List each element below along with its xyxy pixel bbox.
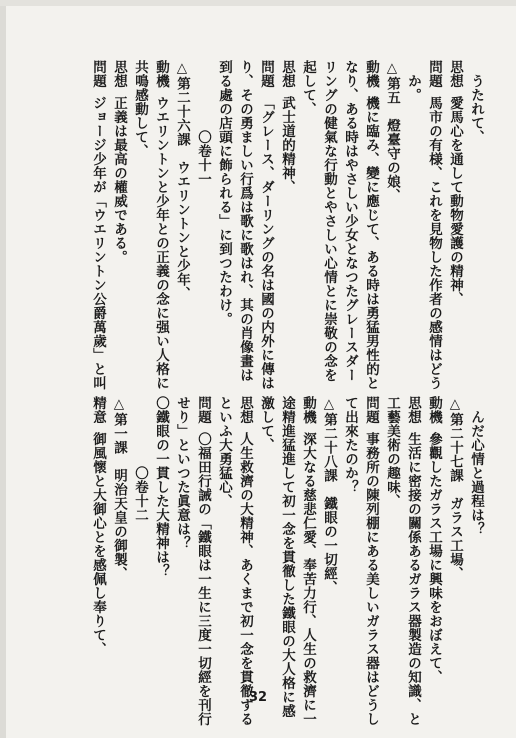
line-label: 問題	[258, 60, 274, 88]
upper-text-block	[36, 60, 486, 390]
line-text: か。	[405, 74, 421, 102]
line-text: 事務所の陳列棚にある美しいガラス器はどうし	[363, 432, 379, 726]
text-line	[360, 396, 381, 726]
line-label: 思想	[447, 60, 463, 88]
line-label: 問題	[90, 60, 106, 88]
line-text: せり」といつた眞意は？	[174, 396, 190, 550]
line-text: 〇福田行誡の「鐵眼は一生に三度一切經を刊行	[195, 432, 211, 726]
line-label: 思想	[237, 396, 253, 424]
text-line	[444, 60, 465, 385]
line-text: 激して、	[258, 396, 274, 452]
line-text: 深大なる慈悲仁愛、奉苦力行、人生の救濟に一	[300, 432, 316, 726]
page-top-edge	[0, 0, 516, 6]
text-line	[297, 396, 318, 726]
text-line	[255, 60, 276, 390]
text-line	[192, 60, 213, 385]
text-line	[171, 60, 192, 385]
line-text: 途精進猛進して初一念を貫徹した鐵眼の大人格に感	[279, 396, 295, 718]
line-text: リングの健氣な行動とやさしい心情とに崇敬の念を	[321, 60, 337, 382]
line-label: 問題	[426, 60, 442, 88]
line-text: △第五 燈臺守の娘、	[384, 60, 400, 203]
text-line	[360, 60, 381, 390]
text-line	[318, 396, 339, 676]
text-line	[150, 396, 171, 676]
text-line	[276, 60, 297, 385]
line-text: 御風懷と大御心とを感佩し奉りて、	[90, 432, 106, 656]
text-line	[423, 396, 444, 684]
text-line	[381, 60, 402, 385]
text-line	[465, 396, 486, 676]
line-text: △第二十六課 ウエリントンと少年、	[174, 60, 190, 301]
line-text: 到る處の店頭に飾られる」に到つたわけ。	[216, 60, 232, 326]
text-line	[213, 396, 234, 676]
text-line	[129, 396, 150, 676]
page-number: 32	[248, 690, 268, 705]
text-line	[234, 396, 255, 726]
page-left-edge	[0, 0, 6, 738]
line-text: 起して、	[300, 60, 316, 116]
text-line	[108, 396, 129, 676]
text-line	[87, 60, 108, 390]
text-line	[402, 396, 423, 726]
line-text: 「グレース、ダーリングの名は國の内外に傳は	[258, 96, 274, 390]
line-text: 機に臨み、變に應じて、ある時は勇猛男性的と	[363, 96, 379, 390]
line-label: 問題	[195, 396, 211, 424]
line-text: 馬市の有様、これを見物した作者の感情はどう	[426, 96, 442, 390]
line-text: △第二十八課 鐵眼の一切經、	[321, 396, 337, 595]
line-label: 思想	[279, 60, 295, 88]
line-text: 生活に密接の關係あるガラス器製造の知識、と	[405, 432, 421, 726]
text-line	[276, 396, 297, 718]
text-line	[129, 60, 150, 385]
line-text: ジョージ少年が「ウエリントン公爵萬歲」と叫	[90, 96, 106, 390]
line-text: んだ心情と過程は？	[468, 410, 484, 536]
line-text: 參觀したガラス工場に興味をおぼえて、	[426, 432, 442, 684]
line-text: 〇鐵眼の一貫した大精神は？	[153, 396, 169, 578]
line-text: 〇卷十二	[132, 466, 148, 522]
text-line	[150, 60, 171, 390]
line-text: 〇卷十一	[195, 130, 211, 186]
line-label: 動機	[153, 60, 169, 88]
line-label: 動機	[426, 396, 442, 424]
line-text: といふ大勇猛心、	[216, 396, 232, 508]
line-text: うたれて、	[468, 74, 484, 144]
text-line	[171, 396, 192, 676]
text-line	[108, 60, 129, 385]
line-label: 問題	[363, 396, 379, 424]
line-text: 共鳴感動して、	[132, 60, 148, 158]
line-text: 正義は最高の權威である。	[111, 96, 127, 264]
text-line	[87, 396, 108, 676]
line-text: なり、ある時はやさしい少女となつたグレースダー	[342, 60, 358, 382]
line-text: り、その勇ましい行爲は歌に歌はれ、其の肖像畫は	[237, 60, 253, 382]
line-text: て出來たのか？	[342, 396, 358, 494]
line-text: △第二十七課 ガラス工場、	[447, 396, 463, 581]
line-label: 思想	[111, 60, 127, 88]
line-label: 精意	[90, 396, 106, 424]
text-line	[402, 60, 423, 385]
text-line	[234, 60, 255, 385]
line-text: ウエリントンと少年との正義の念に强い人格に	[153, 96, 169, 390]
text-line	[444, 396, 465, 676]
line-text: △第一課 明治天皇の御製、	[111, 396, 127, 581]
line-label: 動機	[300, 396, 316, 424]
text-line	[339, 396, 360, 676]
text-line	[339, 60, 360, 385]
line-text: 人生救濟の大精神、あくまで初一念を貫徹する	[237, 432, 253, 726]
text-line	[318, 60, 339, 385]
text-line	[423, 60, 444, 390]
text-line	[213, 60, 234, 385]
text-line	[255, 396, 276, 676]
line-text: 工藝美術の趣味、	[384, 396, 400, 508]
line-label: 思想	[405, 396, 421, 424]
text-line	[465, 60, 486, 385]
line-text: 武士道的精神、	[279, 96, 295, 194]
line-text: 愛馬心を通して動物愛護の精神、	[447, 96, 463, 306]
text-line	[381, 396, 402, 676]
line-label: 動機	[363, 60, 379, 88]
text-line	[192, 396, 213, 726]
text-line	[297, 60, 318, 385]
